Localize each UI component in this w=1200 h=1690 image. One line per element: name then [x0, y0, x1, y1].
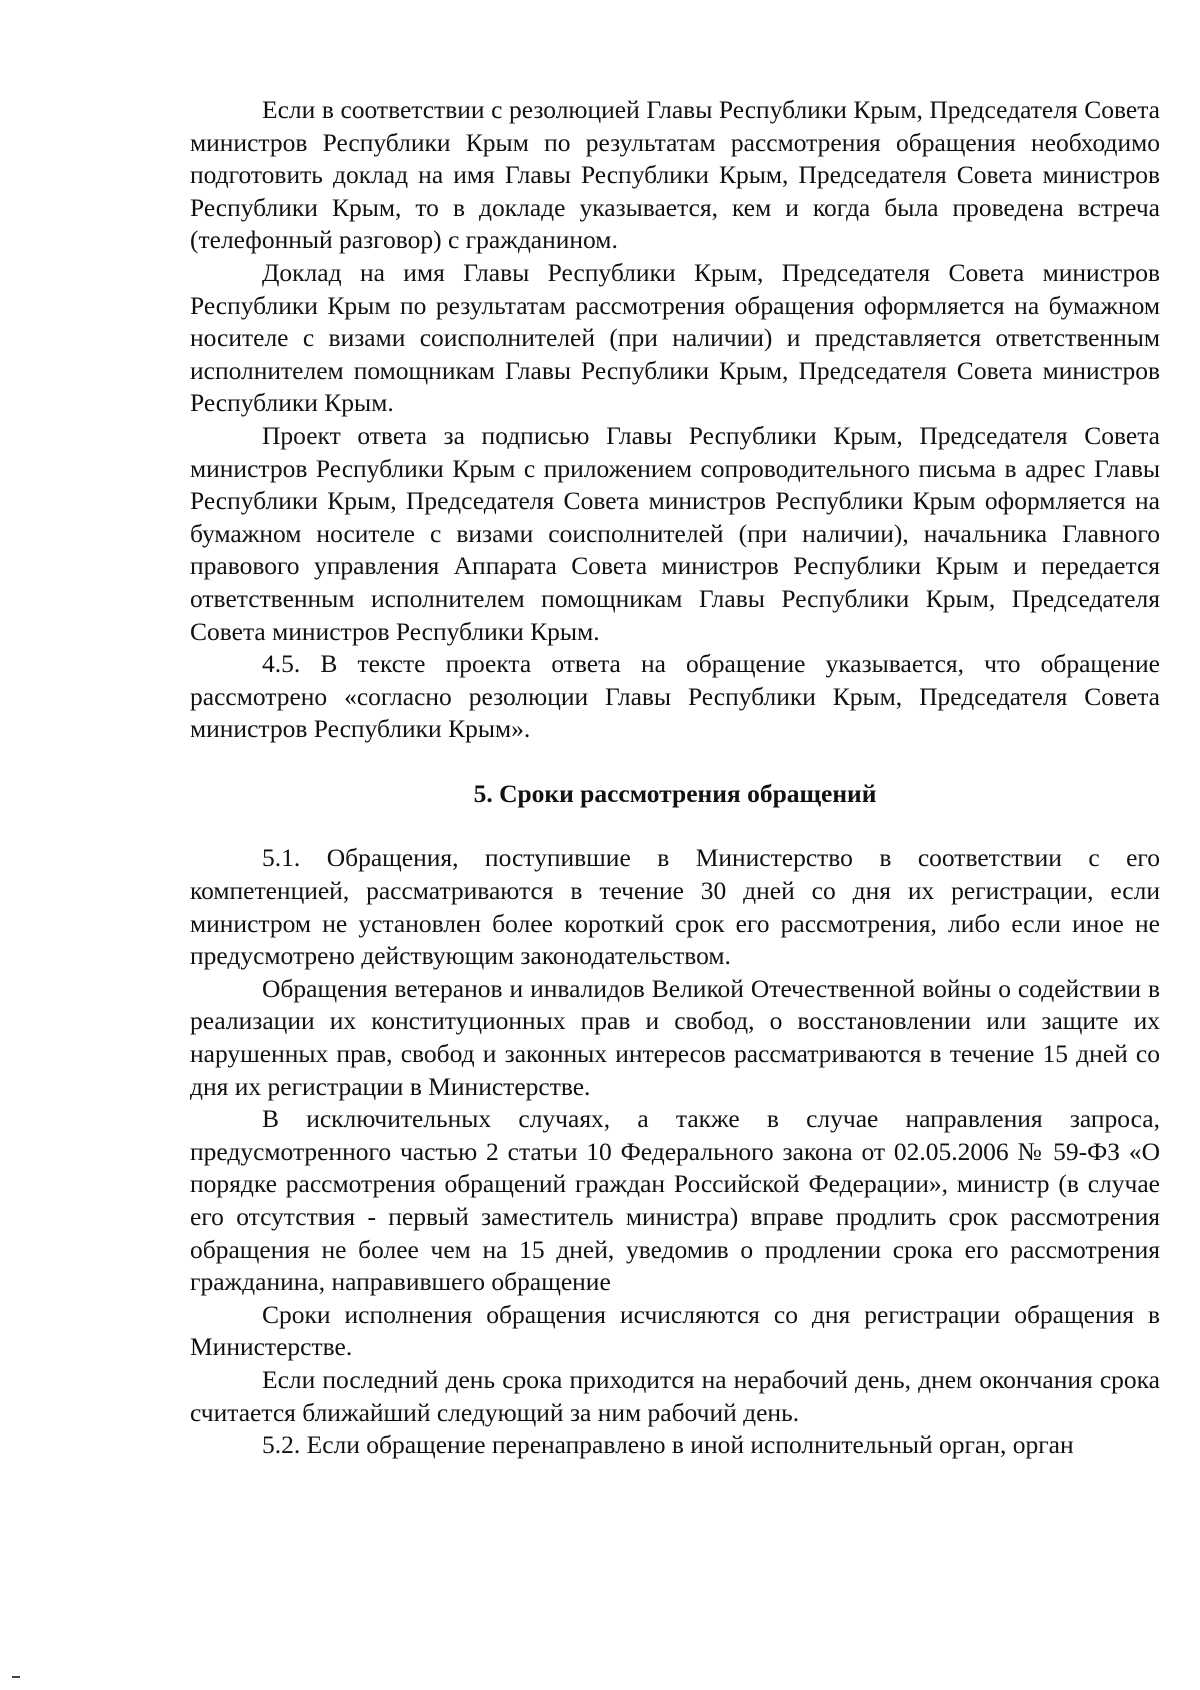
- paragraph-5-1: 5.1. Обращения, поступившие в Министерство в соответствии с его компетенцией, рассматриваются в течение 30 дней со дня их регистрации, если министром не установлен более короткий срок его рассмотрения, либо если иное не предусмотрено действующим законодательством.: [190, 843, 1160, 971]
- paragraph-execution-terms: Сроки исполнения обращения исчисляются со дня регистрации обращения в Министерстве.: [190, 1299, 1160, 1362]
- paragraph-report-resolution: Если в соответствии с резолюцией Главы Республики Крым, Председателя Совета министров Республики Крым по результатам рассмотрения обращения необходимо подготовить доклад на имя Главы Республики Крым, Председателя Совета министров Республики Крым, то в докладе указывается, кем и когда была проведена встреча (телефонный разговор) с гражданином.: [190, 95, 1160, 255]
- scan-edge-mark: [12, 1676, 20, 1678]
- paragraph-4-5: 4.5. В тексте проекта ответа на обращение указывается, что обращение рассмотрено «согласно резолюции Главы Республики Крым, Председателя Совета министров Республики Крым».: [190, 649, 1160, 744]
- paragraph-draft-answer: Проект ответа за подписью Главы Республики Крым, Председателя Совета министров Республики Крым с приложением сопроводительного письма в адрес Главы Республики Крым, Председателя Совета министров Республики Крым оформляется на бумажном носителе с визами соисполнителей (при наличии), начальника Главного правового управления Аппарата Совета министров Республики Крым и передается ответственным исполнителем помощникам Главы Республики Крым, Председателя Совета министров Республики Крым.: [190, 420, 1160, 646]
- paragraph-veterans: Обращения ветеранов и инвалидов Великой Отечественной войны о содействии в реализации их конституционных прав и свобод, о восстановлении или защите их нарушенных прав, свобод и законных интересов рассматриваются в течение 15 дней со дня их регистрации в Министерстве.: [190, 973, 1160, 1101]
- paragraph-report-paper: Доклад на имя Главы Республики Крым, Председателя Совета министров Республики Крым по результатам рассмотрения обращения оформляется на бумажном носителе с визами соисполнителей (при наличии) и представляется ответственным исполнителем помощникам Главы Республики Крым, Председателя Совета министров Республики Крым.: [190, 257, 1160, 418]
- paragraph-last-day: Если последний день срока приходится на нерабочий день, днем окончания срока считается ближайший следующий за ним рабочий день.: [190, 1364, 1160, 1427]
- paragraph-exceptional-cases: В исключительных случаях, а также в случае направления запроса, предусмотренного частью 2 статьи 10 Федерального закона от 02.05.2006 № 59-ФЗ «О порядке рассмотрения обращений граждан Российской Федерации», министр (в случае его отсутствия - первый заместитель министра) вправе продлить срок рассмотрения обращения не более чем на 15 дней, уведомив о продлении срока его рассмотрения гражданина, направившего обращение: [190, 1104, 1160, 1297]
- document-page: [190, 94, 1160, 1462]
- paragraph-5-2: 5.2. Если обращение перенаправлено в иной исполнительный орган, орган: [262, 1430, 1074, 1460]
- section-heading: 5. Сроки рассмотрения обращений: [473, 778, 877, 808]
